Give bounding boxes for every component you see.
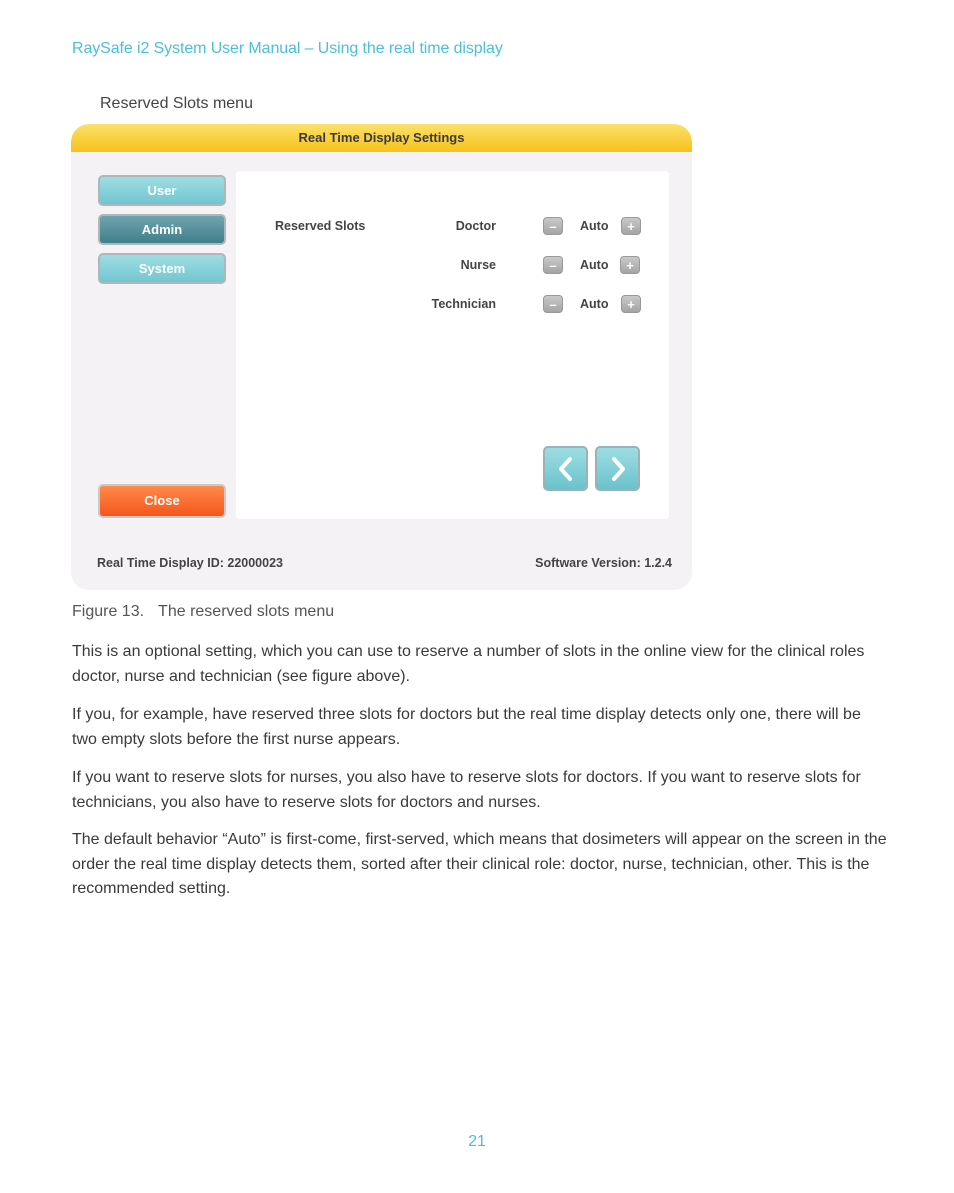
screen-title: Real Time Display Settings <box>71 124 692 152</box>
close-button[interactable]: Close <box>98 484 226 518</box>
chevron-right-icon <box>607 456 629 482</box>
admin-tab-button[interactable]: Admin <box>98 214 226 245</box>
role-label-doctor: Doctor <box>455 219 496 233</box>
figure-caption <box>72 603 334 621</box>
figure-caption-text: The reserved slots menu <box>158 603 335 620</box>
paragraph: If you, for example, have reserved three slots for doctors but the real time display detects only one, there will be two empty slots before the first nurse appears. <box>72 706 861 748</box>
reserved-slots-label: Reserved Slots <box>275 219 366 233</box>
technician-decrement-button[interactable]: – <box>543 295 563 313</box>
nurse-decrement-button[interactable]: – <box>543 256 563 274</box>
running-header: RaySafe i2 System User Manual – Using the real time display <box>72 40 503 57</box>
figure-section-label: Reserved Slots menu <box>100 95 253 112</box>
system-tab-button[interactable]: System <box>98 253 226 284</box>
technician-increment-button[interactable]: + <box>621 295 641 313</box>
paragraph: This is an optional setting, which you can use to reserve a number of slots in the online view for the clinical roles doctor, nurse and technician (see figure above). <box>72 643 865 685</box>
paragraph: If you want to reserve slots for nurses, you also have to reserve slots for doctors. If you want to reserve slots for technicians, you also have to reserve slots for doctors and nurses. <box>72 769 861 811</box>
role-label-nurse: Nurse <box>460 258 496 272</box>
technician-value: Auto <box>580 297 609 311</box>
user-tab-button[interactable]: User <box>98 175 226 206</box>
display-id-label: Real Time Display ID: 22000023 <box>97 556 283 570</box>
chevron-left-icon <box>555 456 577 482</box>
software-version-label: Software Version: 1.2.4 <box>535 556 672 570</box>
doctor-value: Auto <box>580 219 609 233</box>
doctor-decrement-button[interactable]: – <box>543 217 563 235</box>
nurse-increment-button[interactable]: + <box>620 256 640 274</box>
paragraph: The default behavior “Auto” is first-come, first-served, which means that dosimeters will appear on the screen in the order the real time display detects them, sorted after their clinical role: doctor, nurse, technician, other. This is the recommended setting. <box>72 831 887 897</box>
role-label-technician: Technician <box>431 297 496 311</box>
page-number: 21 <box>468 1133 486 1150</box>
device-screen <box>71 124 692 590</box>
nurse-value: Auto <box>580 258 609 272</box>
settings-panel <box>236 171 669 519</box>
figure-number: Figure 13. <box>72 603 145 620</box>
doctor-increment-button[interactable]: + <box>621 217 641 235</box>
previous-page-button[interactable] <box>543 446 588 491</box>
next-page-button[interactable] <box>595 446 640 491</box>
